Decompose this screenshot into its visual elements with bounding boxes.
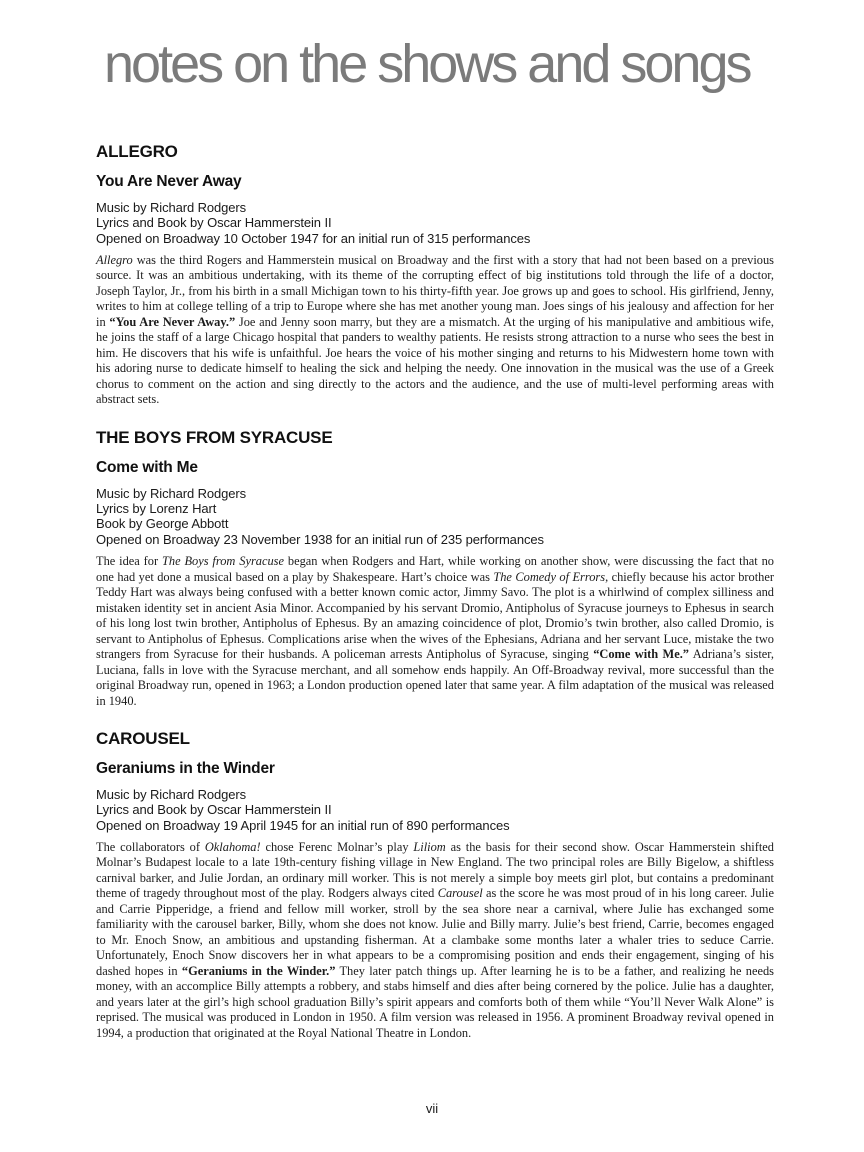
show-notes-paragraph: The idea for The Boys from Syracuse began when Rodgers and Hart, while working on another show, were discussing the fact that no one had yet done a musical based on a play by Shakespeare. Hart’s choice was The Comedy of Errors, chiefly because his actor brother Teddy Hart was always being confused with a better known comic actor, Jimmy Savo. The plot is a whirlwind of complex silliness and mistaken identity set in ancient Asia Minor. Accompanied by his servant Dromio, Antipholus of Syracuse journeys to Ephesus in search of his long lost twin brother, Antipholus of Ephesus. By an amazing coincidence of plot, Dromio’s twin brother, also called Dromio, is servant to Antipholus of Ephesus. Complications arise when the wives of the Ephesians, Adriana and her servant Luce, mistake the two strangers from Syracuse for their husbands. A policeman arrests Antipholus of Syracuse, singing “Come with Me.” Adriana’s sister, Luciana, falls in love with the Syracuse merchant, and all somehow ends happily. An Off-Broadway revival, more successful than the original Broadway run, opened in 1963; a London production opened later that same year. A film adaptation of the musical was released in 1940. [96, 554, 774, 708]
section-allegro [96, 142, 774, 408]
credits-block [96, 486, 774, 547]
page-title: notes on the shows and songs [104, 34, 750, 94]
credit-line-music: Music by Richard Rodgers [96, 485, 247, 501]
credit-line-lyrics-book: Lyrics and Book by Oscar Hammerstein II [96, 802, 332, 818]
credit-line-lyrics-book: Lyrics and Book by Oscar Hammerstein II [96, 215, 332, 231]
credit-line-opened: Opened on Broadway 23 November 1938 for an initial run of 235 performances [96, 531, 544, 547]
show-notes-paragraph: Allegro was the third Rogers and Hammerstein musical on Broadway and the first with a story that had not been based on a previous source. It was an ambitious undertaking, with its theme of the corrupting effect of big institutions told through the life of a doctor, Joseph Taylor, Jr., from his birth in a small Michigan town to his thirty-fifth year. Joe grows up and goes to school. His girlfriend, Jenny, writes to him at college telling of a trip to Europe where she has met another young man. Joes sings of his jealousy and affection for her in “You Are Never Away.” Joe and Jenny soon marry, but they are a mismatch. At the urging of his manipulative and ambitious wife, he joins the staff of a large Chicago hospital that panders to wealthy patients. He resists strong attraction to a nurse who sees the best in him. He discovers that his wife is unfaithful. Joe hears the voice of his mother singing and returns to his Midwestern home town with his adoring nurse to dedicate himself to healing the sick and helping the needy. One innovation in the musical was the use of a Greek chorus to comment on the action and sing directly to the actors and the audience, and the use of multi-level performing areas with abstract sets. [96, 252, 774, 407]
credits-block [96, 200, 774, 246]
song-title: Geraniums in the Winder [96, 760, 275, 778]
song-title: Come with Me [96, 458, 198, 476]
show-title: ALLEGRO [96, 142, 178, 161]
credit-line-music: Music by Richard Rodgers [96, 787, 247, 803]
show-notes-paragraph: The collaborators of Oklahoma! chose Ferenc Molnar’s play Liliom as the basis for their second show. Oscar Hammerstein shifted Molnar’s Budapest locale to a late 19th-century fishing village in New England. The two principal roles are Billy Bigelow, a shiftless carnival barker, and Julie Jordan, an ordinary mill worker. This is not merely a simple boy meets girl plot, but contains a predominant theme of tragedy throughout most of the play. Rodgers always cited Carousel as the score he was most proud of in his long career. Julie and Carrie Pipperidge, a friend and fellow mill worker, stroll by the sea shore near a carnival, where Julie has exchanged some familiarity with the carousel barker, Billy, whom she does not know. Julie and Billy marry. Julie’s best friend, Carrie, becomes engaged to Mr. Enoch Snow, an ambitious and upstanding fisherman. At a clambake some months later a whaler tries to seduce Carrie. Unfortunately, Enoch Snow discovers her in what appears to be a compromising position and ends their engagement, singing of his dashed hopes in “Geraniums in the Winder.” They later patch things up. After learning he is to be a father, and realizing he needs money, with an accomplice Billy attempts a robbery, and stabs himself and dies after being cornered by the police. Julie has a daughter, and years later at the girl’s high school graduation Billy’s spirit appears and comforts both of them while “You’ll Never Walk Alone” is reprised. The musical was produced in London in 1950. A film version was released in 1956. A prominent Broadway revival opened in 1994, a production that originated at the Royal National Theatre in London. [96, 839, 774, 1040]
credits-block [96, 787, 774, 833]
show-title: CAROUSEL [96, 729, 190, 749]
song-title: You Are Never Away [96, 173, 242, 190]
section-boys-from-syracuse [96, 428, 774, 709]
credit-line-lyrics: Lyrics by Lorenz Hart [96, 501, 217, 517]
credit-line-book: Book by George Abbott [96, 516, 229, 532]
page-number: vii [425, 1101, 439, 1116]
credit-line-opened: Opened on Broadway 19 April 1945 for an initial run of 890 performances [96, 817, 510, 833]
credit-line-opened: Opened on Broadway 10 October 1947 for an initial run of 315 performances [96, 230, 531, 246]
show-title: THE BOYS FROM SYRACUSE [96, 427, 333, 447]
section-carousel [96, 729, 774, 1041]
credit-line-music: Music by Richard Rodgers [96, 200, 247, 215]
